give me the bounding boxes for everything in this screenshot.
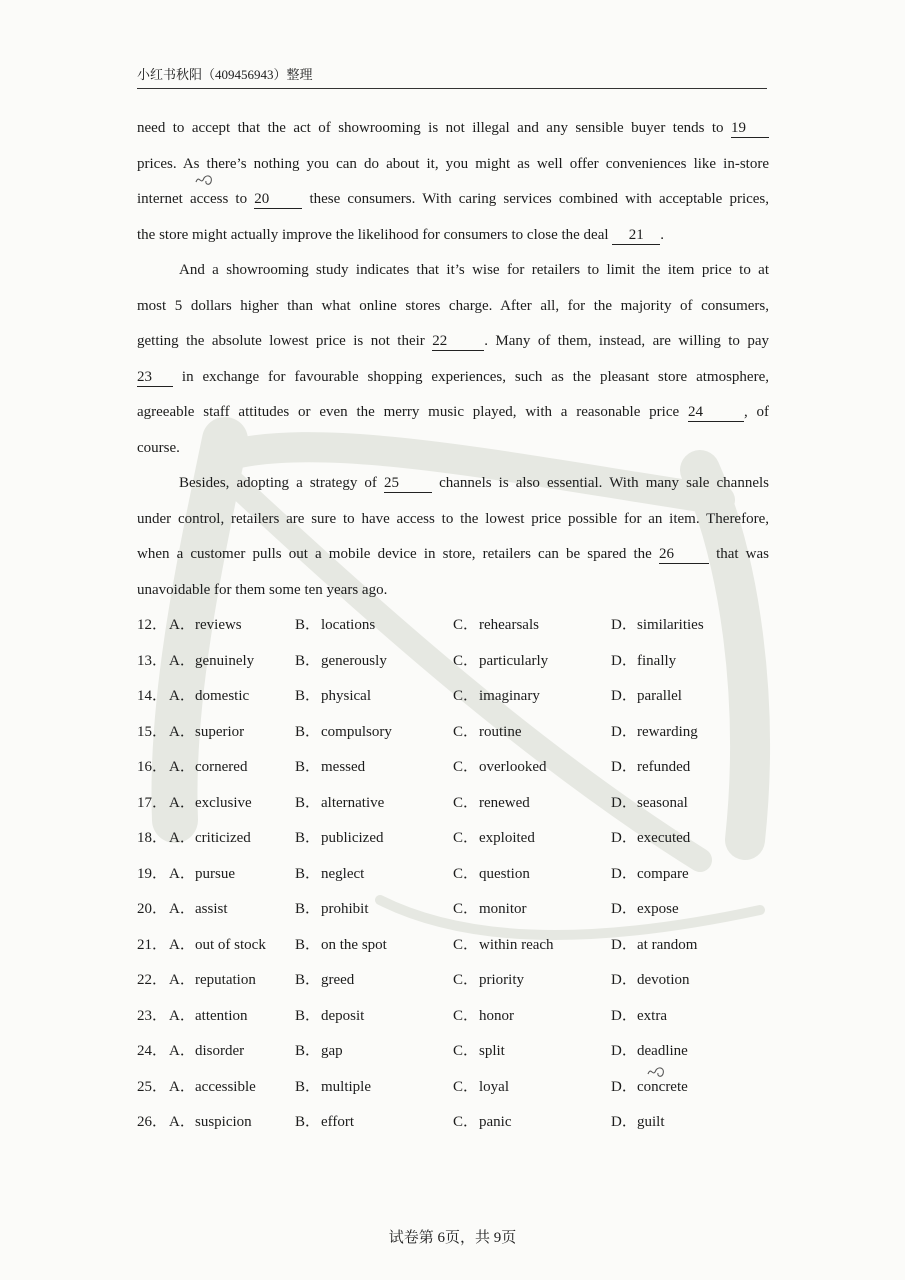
option-text: cornered: [195, 759, 248, 775]
option-d: [611, 1105, 665, 1141]
option-d: [611, 715, 698, 751]
question-row: [137, 1105, 769, 1141]
option-text: parallel: [637, 688, 682, 704]
option-text: routine: [479, 723, 522, 740]
question-row: [137, 644, 769, 680]
pencil-mark: [646, 1064, 670, 1080]
option-c: [453, 644, 548, 680]
question-number: 22．: [137, 972, 168, 988]
option-text: refunded: [637, 759, 691, 775]
option-text: gap: [321, 1043, 343, 1059]
passage-line: when a customer pulls out a mobile device in store, retailers can be spared the 26 that was: [137, 546, 770, 562]
option-letter: C．: [453, 723, 479, 740]
option-d: [611, 999, 667, 1035]
option-letter: C．: [453, 936, 479, 953]
question-row: [137, 857, 769, 893]
option-letter: D．: [611, 865, 637, 882]
option-c: [453, 715, 522, 751]
option-text: exclusive: [195, 794, 252, 811]
option-b: [295, 928, 387, 964]
option-text: particularly: [479, 652, 549, 669]
option-d: [611, 608, 704, 644]
question-number: 12．: [137, 617, 168, 633]
question-row: [137, 1034, 769, 1070]
option-text: out of stock: [195, 936, 266, 953]
question-number: 13．: [137, 652, 168, 669]
answer-blank-26: 26: [659, 545, 709, 564]
option-text: multiple: [321, 1078, 371, 1095]
option-text: executed: [637, 830, 691, 846]
option-text: question: [479, 865, 530, 882]
question-row: [137, 928, 769, 964]
option-d: [611, 644, 676, 680]
question-row: [137, 786, 769, 822]
option-letter: A．: [169, 1007, 195, 1024]
option-letter: B．: [295, 688, 321, 704]
passage-line: internet access to 20 these consumers. With caring services combined with acceptable prices,: [137, 191, 770, 207]
option-b: [295, 963, 354, 999]
question-number: 20．: [137, 901, 168, 917]
option-text: within reach: [479, 936, 554, 953]
option-text: loyal: [479, 1078, 509, 1095]
option-c: [453, 1105, 511, 1141]
option-letter: D．: [611, 759, 637, 775]
question-number: 24．: [137, 1043, 168, 1059]
question-number: 19．: [137, 865, 168, 882]
option-text: overlooked: [479, 759, 547, 775]
option-a: [169, 999, 248, 1035]
option-d: [611, 750, 690, 786]
option-a: [169, 644, 254, 680]
option-c: [453, 786, 530, 822]
option-letter: A．: [169, 617, 195, 633]
option-letter: B．: [295, 652, 321, 669]
options-list: [137, 608, 769, 1141]
question-row: [137, 821, 769, 857]
option-text: neglect: [321, 865, 365, 882]
option-text: imaginary: [479, 688, 540, 704]
option-letter: D．: [611, 688, 637, 704]
option-letter: C．: [453, 688, 479, 704]
option-text: renewed: [479, 794, 530, 811]
option-text: panic: [479, 1114, 512, 1130]
option-letter: C．: [453, 617, 479, 633]
answer-blank-23: 23: [137, 368, 173, 387]
question-row: [137, 1070, 769, 1106]
option-c: [453, 821, 535, 857]
option-text: superior: [195, 723, 245, 740]
option-letter: D．: [611, 830, 637, 846]
option-letter: A．: [169, 652, 195, 669]
option-a: [169, 857, 235, 893]
question-number: 21．: [137, 936, 168, 953]
option-text: finally: [637, 652, 677, 669]
option-letter: C．: [453, 830, 479, 846]
option-text: deadline: [637, 1043, 688, 1059]
option-letter: C．: [453, 652, 479, 669]
option-letter: B．: [295, 723, 321, 740]
option-text: monitor: [479, 901, 527, 917]
option-letter: B．: [295, 1007, 321, 1024]
option-text: physical: [321, 688, 371, 704]
option-c: [453, 892, 527, 928]
option-b: [295, 715, 392, 751]
option-text: exploited: [479, 830, 535, 846]
option-text: attention: [195, 1007, 248, 1024]
option-c: [453, 750, 546, 786]
option-d: [611, 928, 697, 964]
question-number: 18．: [137, 830, 168, 846]
option-letter: B．: [295, 1043, 321, 1059]
option-a: [169, 750, 247, 786]
option-b: [295, 821, 383, 857]
option-letter: C．: [453, 1043, 479, 1059]
option-a: [169, 1034, 244, 1070]
option-text: reputation: [195, 972, 256, 988]
answer-blank-21: 21: [612, 226, 660, 245]
passage-line: the store might actually improve the likelihood for consumers to close the deal 21 .: [137, 226, 665, 243]
option-text: reviews: [195, 617, 242, 633]
page-header: 小红书秋阳（409456943）整理: [137, 64, 767, 89]
option-letter: D．: [611, 794, 637, 811]
option-c: [453, 608, 539, 644]
option-text: suspicion: [195, 1114, 252, 1130]
option-letter: A．: [169, 723, 195, 740]
option-text: honor: [479, 1007, 514, 1024]
option-text: compare: [637, 865, 689, 882]
passage-line: getting the absolute lowest price is not their 22 . Many of them, instead, are willing to pay: [137, 333, 770, 349]
passage-line: Besides, adopting a strategy of 25 channels is also essential. With many sale channels: [179, 475, 770, 491]
pencil-mark: [194, 172, 218, 188]
question-row: [137, 679, 769, 715]
option-text: priority: [479, 972, 524, 988]
option-letter: A．: [169, 972, 195, 988]
option-text: publicized: [321, 830, 384, 846]
option-a: [169, 821, 251, 857]
option-b: [295, 644, 387, 680]
option-letter: A．: [169, 1114, 195, 1130]
option-text: rehearsals: [479, 617, 539, 633]
passage-line: agreeable staff attitudes or even the merry music played, with a reasonable price 24 , of: [137, 404, 769, 420]
passage-line: And a showrooming study indicates that it’s wise for retailers to limit the item price to at: [179, 262, 769, 278]
option-letter: D．: [611, 936, 637, 953]
question-number: 26．: [137, 1114, 168, 1130]
question-number: 25．: [137, 1078, 168, 1095]
option-letter: D．: [611, 1007, 637, 1024]
option-letter: A．: [169, 901, 195, 917]
option-d: [611, 892, 679, 928]
option-letter: A．: [169, 794, 195, 811]
option-b: [295, 999, 364, 1035]
option-text: criticized: [195, 830, 251, 846]
passage-line: course.: [137, 439, 180, 456]
option-b: [295, 1034, 343, 1070]
option-c: [453, 963, 524, 999]
option-text: split: [479, 1043, 505, 1059]
question-number: 17．: [137, 794, 168, 811]
option-letter: B．: [295, 901, 321, 917]
option-letter: B．: [295, 972, 321, 988]
option-letter: D．: [611, 972, 637, 988]
passage-line: most 5 dollars higher than what online stores charge. After all, for the majority of consumers,: [137, 297, 769, 314]
option-letter: D．: [611, 723, 637, 740]
option-text: domestic: [195, 688, 250, 704]
answer-blank-20: 20: [254, 190, 302, 209]
option-text: similarities: [637, 617, 704, 633]
option-b: [295, 679, 371, 715]
answer-blank-22: 22: [432, 332, 484, 351]
option-text: messed: [321, 759, 366, 775]
option-letter: A．: [169, 865, 195, 882]
option-letter: B．: [295, 865, 321, 882]
option-b: [295, 857, 364, 893]
passage-line: 23 in exchange for favourable shopping experiences, such as the pleasant store atmosphere,: [137, 368, 769, 385]
question-row: [137, 999, 769, 1035]
option-b: [295, 1070, 371, 1106]
option-b: [295, 750, 365, 786]
option-text: devotion: [637, 972, 690, 988]
page-footer: 试卷第 6页，共 9页: [388, 1230, 517, 1246]
option-text: greed: [321, 972, 355, 988]
option-a: [169, 786, 252, 822]
option-text: pursue: [195, 865, 235, 882]
option-c: [453, 928, 554, 964]
option-letter: A．: [169, 759, 195, 775]
option-letter: D．: [611, 1043, 637, 1059]
question-number: 23．: [137, 1007, 168, 1024]
question-row: [137, 750, 769, 786]
option-letter: C．: [453, 1007, 479, 1024]
option-d: [611, 679, 682, 715]
option-d: [611, 857, 689, 893]
option-text: seasonal: [637, 794, 688, 811]
question-number: 14．: [137, 688, 168, 704]
passage: [137, 111, 769, 608]
option-text: expose: [637, 901, 679, 917]
answer-blank-25: 25: [384, 474, 432, 493]
option-d: [611, 786, 688, 822]
option-letter: C．: [453, 972, 479, 988]
option-text: extra: [637, 1007, 667, 1024]
option-letter: A．: [169, 830, 195, 846]
option-c: [453, 1070, 509, 1106]
option-b: [295, 786, 384, 822]
option-a: [169, 608, 242, 644]
option-a: [169, 679, 249, 715]
option-letter: C．: [453, 759, 479, 775]
option-letter: B．: [295, 617, 321, 633]
option-text: accessible: [195, 1078, 256, 1095]
option-text: generously: [321, 652, 387, 669]
option-text: compulsory: [321, 723, 392, 740]
option-c: [453, 1034, 505, 1070]
passage-line: under control, retailers are sure to have access to the lowest price possible for an item. Therefore,: [137, 510, 769, 527]
option-letter: C．: [453, 865, 479, 882]
answer-blank-24: 24: [688, 403, 744, 422]
question-row: [137, 892, 769, 928]
option-d: [611, 963, 690, 999]
option-letter: B．: [295, 759, 321, 775]
option-a: [169, 1070, 256, 1106]
option-text: disorder: [195, 1043, 245, 1059]
question-number: 15．: [137, 723, 168, 740]
question-row: [137, 608, 769, 644]
option-text: concrete: [637, 1078, 688, 1095]
option-letter: D．: [611, 617, 637, 633]
question-row: [137, 963, 769, 999]
option-text: effort: [321, 1114, 355, 1130]
option-letter: D．: [611, 652, 637, 669]
option-letter: A．: [169, 688, 195, 704]
question-number: 16．: [137, 759, 168, 775]
option-a: [169, 928, 266, 964]
option-text: locations: [321, 617, 376, 633]
option-c: [453, 857, 530, 893]
option-text: deposit: [321, 1007, 365, 1024]
option-letter: B．: [295, 1078, 321, 1095]
option-letter: D．: [611, 1078, 637, 1095]
option-text: genuinely: [195, 652, 255, 669]
option-letter: D．: [611, 1114, 637, 1130]
option-text: alternative: [321, 794, 385, 811]
option-letter: C．: [453, 901, 479, 917]
option-text: at random: [637, 936, 698, 953]
option-text: on the spot: [321, 936, 387, 953]
option-letter: C．: [453, 1114, 479, 1130]
option-letter: A．: [169, 936, 195, 953]
option-letter: A．: [169, 1078, 195, 1095]
option-letter: C．: [453, 794, 479, 811]
option-text: guilt: [637, 1114, 665, 1130]
option-a: [169, 892, 228, 928]
answer-blank-19: 19: [731, 119, 769, 138]
option-d: [611, 821, 690, 857]
option-b: [295, 608, 375, 644]
option-c: [453, 679, 540, 715]
option-text: prohibit: [321, 901, 369, 917]
passage-line: unavoidable for them some ten years ago.: [137, 581, 388, 598]
passage-line: prices. As there’s nothing you can do about it, you might as well offer conveniences like in-store: [137, 155, 769, 172]
option-a: [169, 715, 244, 751]
option-letter: C．: [453, 1078, 479, 1095]
option-c: [453, 999, 514, 1035]
option-letter: B．: [295, 794, 321, 811]
option-b: [295, 1105, 354, 1141]
option-text: assist: [195, 901, 228, 917]
option-a: [169, 1105, 252, 1141]
option-b: [295, 892, 369, 928]
option-a: [169, 963, 256, 999]
option-letter: A．: [169, 1043, 195, 1059]
option-letter: B．: [295, 830, 321, 846]
option-text: rewarding: [637, 723, 698, 740]
option-letter: B．: [295, 1114, 321, 1130]
question-row: [137, 715, 769, 751]
option-letter: D．: [611, 901, 637, 917]
passage-line: need to accept that the act of showrooming is not illegal and any sensible buyer tends to 19: [137, 111, 769, 147]
option-letter: B．: [295, 936, 321, 953]
